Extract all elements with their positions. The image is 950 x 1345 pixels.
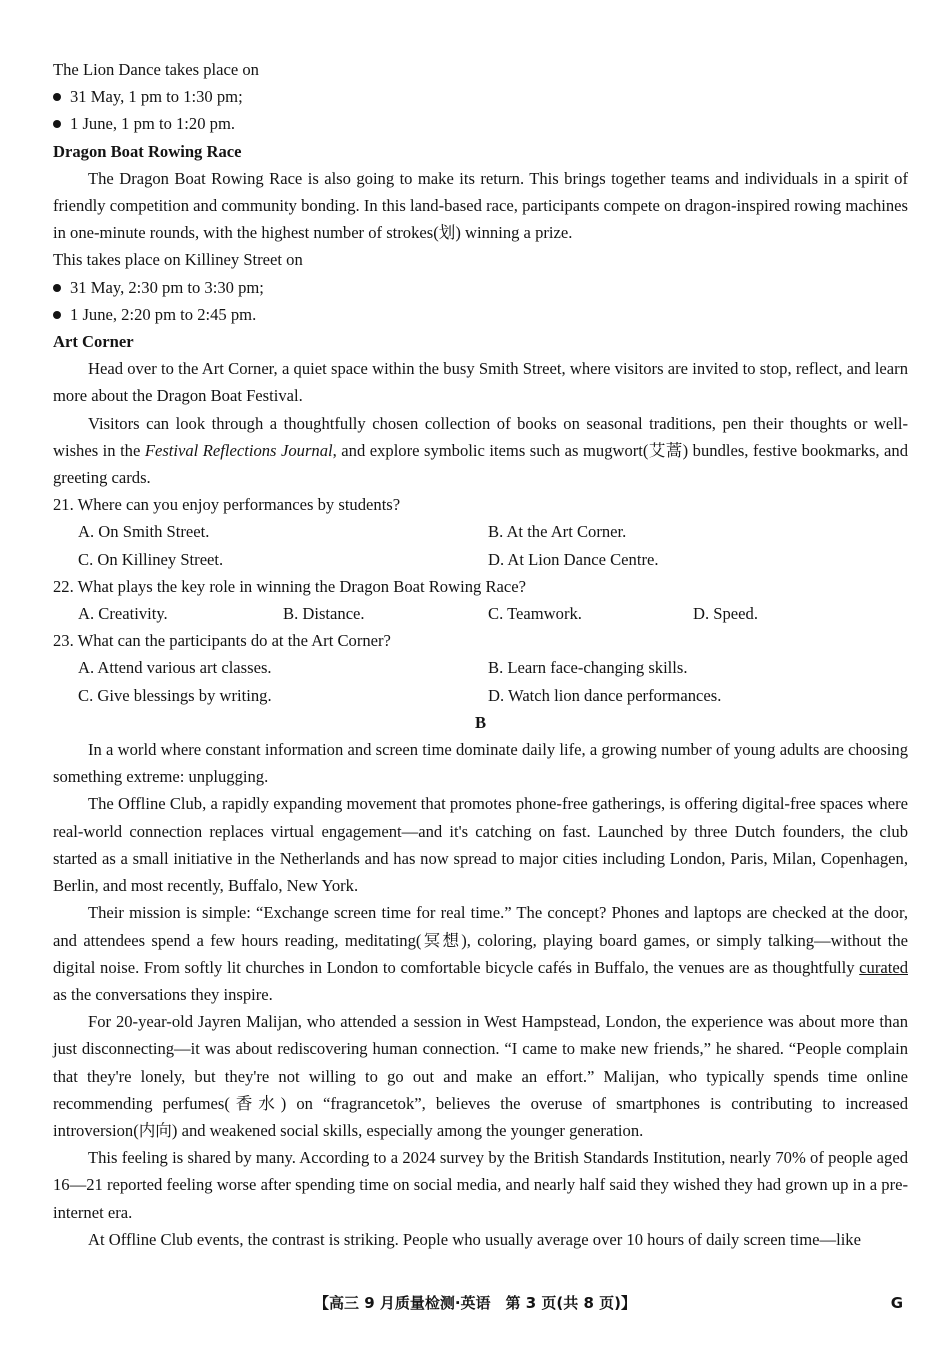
question-22-options [53,600,908,627]
bullet-icon [53,311,61,319]
option-23-a: A. Attend various art classes. [78,658,272,678]
dragon-time-1: 31 May, 2:30 pm to 3:30 pm; [53,274,908,301]
underlined-word: curated [859,957,908,977]
question-23-options-row-1 [53,654,908,681]
art-heading: Art Corner [53,332,134,352]
option-23-b: B. Learn face-changing skills. [488,658,688,678]
passage-b-paragraph-1: In a world where constant information and screen time dominate daily life, a growing number of young adults are choosing something extreme: unplugging. [53,740,908,787]
option-22-a: A. Creativity. [78,604,168,624]
bullet-icon [53,284,61,292]
lion-time-1: 31 May, 1 pm to 1:30 pm; [53,83,908,110]
dragon-heading: Dragon Boat Rowing Race [53,141,242,161]
page-footer: 【高三 9 月质量检测·英语 第 3 页(共 8 页)】 [313,1294,637,1312]
art-paragraph-1: Head over to the Art Corner, a quiet space within the busy Smith Street, where visitors are invited to stop, reflect, and learn more about the Dragon Boat Festival. [53,359,908,406]
option-23-d: D. Watch lion dance performances. [488,685,722,705]
lion-intro: The Lion Dance takes place on [53,60,259,79]
art-paragraph-2: Visitors can look through a thoughtfully chosen collection of books on seasonal traditions, pen their thoughts or well-wishes in the Festival Reflections Journal, and explore symbolic items such as mugwort(艾蒿) bundles, festive bookmarks, and greeting cards. [53,413,909,488]
option-23-c: C. Give blessings by writing. [78,685,272,705]
option-22-d: D. Speed. [693,604,758,624]
question-21-options-row-1 [53,518,908,545]
option-22-c: C. Teamwork. [488,604,582,624]
bullet-icon [53,120,61,128]
option-21-a: A. On Smith Street. [78,522,210,542]
question-22: 22. What plays the key role in winning the Dragon Boat Rowing Race? [53,576,526,596]
passage-b-paragraph-6: At Offline Club events, the contrast is striking. People who usually average over 10 hours of daily screen time—like [88,1229,861,1249]
question-21-options-row-2 [53,546,908,573]
question-23: 23. What can the participants do at the Art Corner? [53,631,391,651]
dragon-location: This takes place on Killiney Street on [53,250,303,270]
dragon-time-2: 1 June, 2:20 pm to 2:45 pm. [53,301,908,328]
passage-b-paragraph-5: This feeling is shared by many. According to a 2024 survey by the British Standards Institution, nearly 70% of people aged 16—21 reported feeling worse after spending time on social media, and nearly half said they wished they had grown up in a pre-internet era. [53,1148,908,1222]
bullet-icon [53,93,61,101]
section-b-label: B [474,712,487,732]
paper-code: G [890,1294,903,1312]
question-21: 21. Where can you enjoy performances by students? [53,495,401,515]
question-23-options-row-2 [53,682,908,709]
passage-b-paragraph-2: The Offline Club, a rapidly expanding movement that promotes phone-free gatherings, is offering digital-free spaces where real-world connection replaces virtual engagement—and it's catching on fast. Launched by three Dutch founders, the club started as a small initiative in the Netherlands and has now spread to major cities including London, Paris, Milan, Copenhagen, Berlin, and most recently, Buffalo, New York. [53,794,908,896]
passage-b-paragraph-3: Their mission is simple: “Exchange screen time for real time.” The concept? Phones and laptops are checked at the door, and attendees spend a few hours reading, meditating(冥想), coloring, playing board games, or simply talking—without the digital noise. From softly lit churches in London to comfortable bicycle cafés in Buffalo, the venues are as thoughtfully curated as the conversations they inspire. [53,903,908,1004]
option-22-b: B. Distance. [283,604,365,624]
option-21-d: D. At Lion Dance Centre. [488,549,659,569]
journal-title: Festival Reflections Journal [144,440,333,460]
page-content [53,56,908,1253]
passage-b-paragraph-4: For 20-year-old Jayren Malijan, who attended a session in West Hampstead, London, the experience was about more than just disconnecting—it was about rediscovering human connection. “I came to make new friends,” he shared. “People complain that they're lonely, but they're not willing to go out and make an effort.” Malijan, who typically spends time online recommending perfumes(香水) on “fragrancetok”, believes the overuse of smartphones is contributing to increased introversion(内向) and weakened social skills, especially among the younger generation. [53,1012,908,1140]
lion-time-2: 1 June, 1 pm to 1:20 pm. [53,110,908,137]
option-21-b: B. At the Art Corner. [488,522,627,542]
dragon-paragraph: The Dragon Boat Rowing Race is also going to make its return. This brings together teams and individuals in a spirit of friendly competition and community bonding. In this land-based race, participants compete on dragon-inspired rowing machines in one-minute rounds, with the highest number of strokes(划) winning a prize. [53,168,908,243]
option-21-c: C. On Killiney Street. [78,549,224,569]
